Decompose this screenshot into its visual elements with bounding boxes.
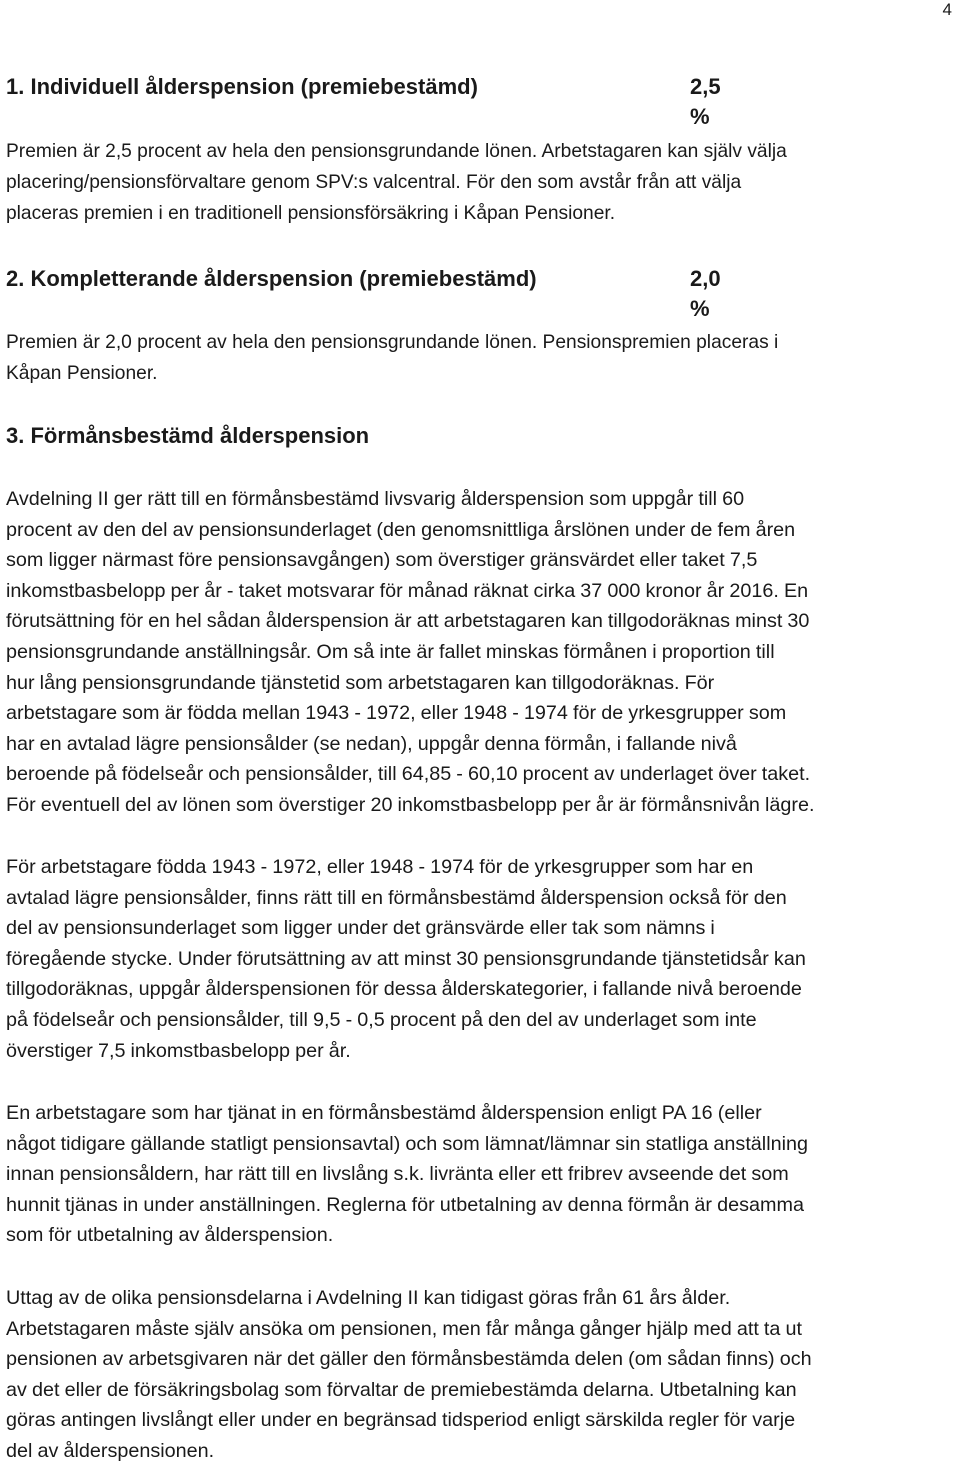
- body-line: beroende på födelseår och pensionsålder, till 64,85 - 60,10 procent av underlaget över taket.: [6, 763, 811, 786]
- body-line: placeras premien i en traditionell pensionsförsäkring i Kåpan Pensioner.: [6, 203, 616, 224]
- section-1-title: 1. Individuell ålderspension (premiebestämd): [6, 74, 478, 99]
- body-line: pensionsgrundande anställningsår. Om så inte är fallet minskas förmånen i proportion till: [6, 640, 775, 663]
- body-line: Premien är 2,5 procent av hela den pensionsgrundande lönen. Arbetstagaren kan själv välja: [6, 141, 787, 162]
- body-line: Arbetstagaren måste själv ansöka om pensionen, men får många gånger hjälp med att ta ut: [6, 1317, 803, 1340]
- body-line: inkomstbasbelopp per år - taket motsvarar för månad räknat cirka 37 000 kronor år 2016. En: [6, 579, 809, 602]
- section-3-heading: [6, 421, 369, 451]
- body-line: avtalad lägre pensionsålder, finns rätt till en förmånsbestämd ålderspension också för den: [6, 886, 787, 909]
- section-2-title: 2. Kompletterande ålderspension (premiebestämd): [6, 266, 537, 291]
- section-1-body: [6, 136, 787, 229]
- section-3-paragraph-1: [6, 484, 814, 821]
- body-line: innan pensionsåldern, har rätt till en livslång s.k. livränta eller ett fribrev avseende det som: [6, 1163, 789, 1186]
- body-line: En arbetstagare som har tjänat in en förmånsbestämd ålderspension enligt PA 16 (eller: [6, 1102, 762, 1124]
- body-line: del av pensionsunderlaget som ligger under det gränsvärde eller tak som nämns i: [6, 917, 715, 940]
- section-2-body: [6, 327, 778, 389]
- section-3-paragraph-2: [6, 852, 806, 1066]
- body-line: Uttag av de olika pensionsdelarna i Avdelning II kan tidigast göras från 61 års ålder.: [6, 1287, 731, 1309]
- body-line: arbetstagare som är födda mellan 1943 - 1972, eller 1948 - 1974 för de yrkesgrupper som: [6, 702, 787, 725]
- body-line: förutsättning för en hel sådan ålderspension är att arbetstagaren kan tillgodoräknas minst 30: [6, 610, 810, 633]
- body-line: hunnit tjänas in under anställningen. Reglerna för utbetalning av denna förmån är desamma: [6, 1193, 804, 1216]
- section-2-rate: 2,0 %: [690, 266, 721, 321]
- body-line: pensionen av arbetsgivaren när det gäller den förmånsbestämda delen (om sådan finns) och: [6, 1348, 812, 1371]
- body-line: hur lång pensionsgrundande tjänstetid som arbetstagaren kan tillgodoräknas. För: [6, 671, 715, 694]
- body-line: som ligger närmast före pensionsavgången) som överstiger gränsvärdet eller taket 7,5: [6, 549, 758, 572]
- body-line: göras antingen livslångt eller under en begränsad tidsperiod enligt särskilda regler för varje: [6, 1409, 796, 1432]
- body-line: på födelseår och pensionsålder, till 9,5 - 0,5 procent på den del av underlaget som inte: [6, 1008, 757, 1031]
- section-3-paragraph-3: [6, 1098, 808, 1251]
- body-line: Premien är 2,0 procent av hela den pensionsgrundande lönen. Pensionspremien placeras i: [6, 332, 779, 353]
- body-line: placering/pensionsförvaltare genom SPV:s valcentral. För den som avstår från att välja: [6, 172, 742, 193]
- body-line: För arbetstagare födda 1943 - 1972, eller 1948 - 1974 för de yrkesgrupper som har en: [6, 856, 754, 878]
- body-line: procent av den del av pensionsunderlaget (den genomsnittliga årslönen under de fem åren: [6, 518, 796, 541]
- body-line: Kåpan Pensioner.: [6, 363, 158, 384]
- section-2-heading: [6, 264, 721, 321]
- page-number: 4: [942, 0, 952, 19]
- body-line: föregående stycke. Under förutsättning av att minst 30 pensionsgrundande tjänstetidsår kan: [6, 947, 806, 970]
- body-line: Avdelning II ger rätt till en förmånsbestämd livsvarig ålderspension som uppgår till 60: [6, 488, 745, 510]
- section-3-title: 3. Förmånsbestämd ålderspension: [6, 423, 370, 448]
- body-line: överstiger 7,5 inkomstbasbelopp per år.: [6, 1039, 351, 1062]
- body-line: har en avtalad lägre pensionsålder (se nedan), uppgår denna förmån, i fallande nivå: [6, 732, 737, 755]
- body-line: något tidigare gällande statligt pensionsavtal) och som lämnat/lämnar sin statliga anställning: [6, 1132, 808, 1155]
- section-1-heading: [6, 72, 721, 129]
- body-line: För eventuell del av lönen som överstiger 20 inkomstbasbelopp per år är förmånsnivån lägre.: [6, 793, 815, 816]
- body-line: del av ålderspensionen.: [6, 1439, 215, 1462]
- body-line: tillgodoräknas, uppgår ålderspensionen för dessa ålderskategorier, i fallande nivå beroende: [6, 978, 802, 1001]
- section-3-paragraph-4: [6, 1283, 812, 1467]
- section-1-rate: 2,5 %: [690, 74, 721, 129]
- body-line: som för utbetalning av ålderspension.: [6, 1224, 334, 1247]
- body-line: av det eller de försäkringsbolag som förvaltar de premiebestämda delarna. Utbetalning kan: [6, 1378, 797, 1401]
